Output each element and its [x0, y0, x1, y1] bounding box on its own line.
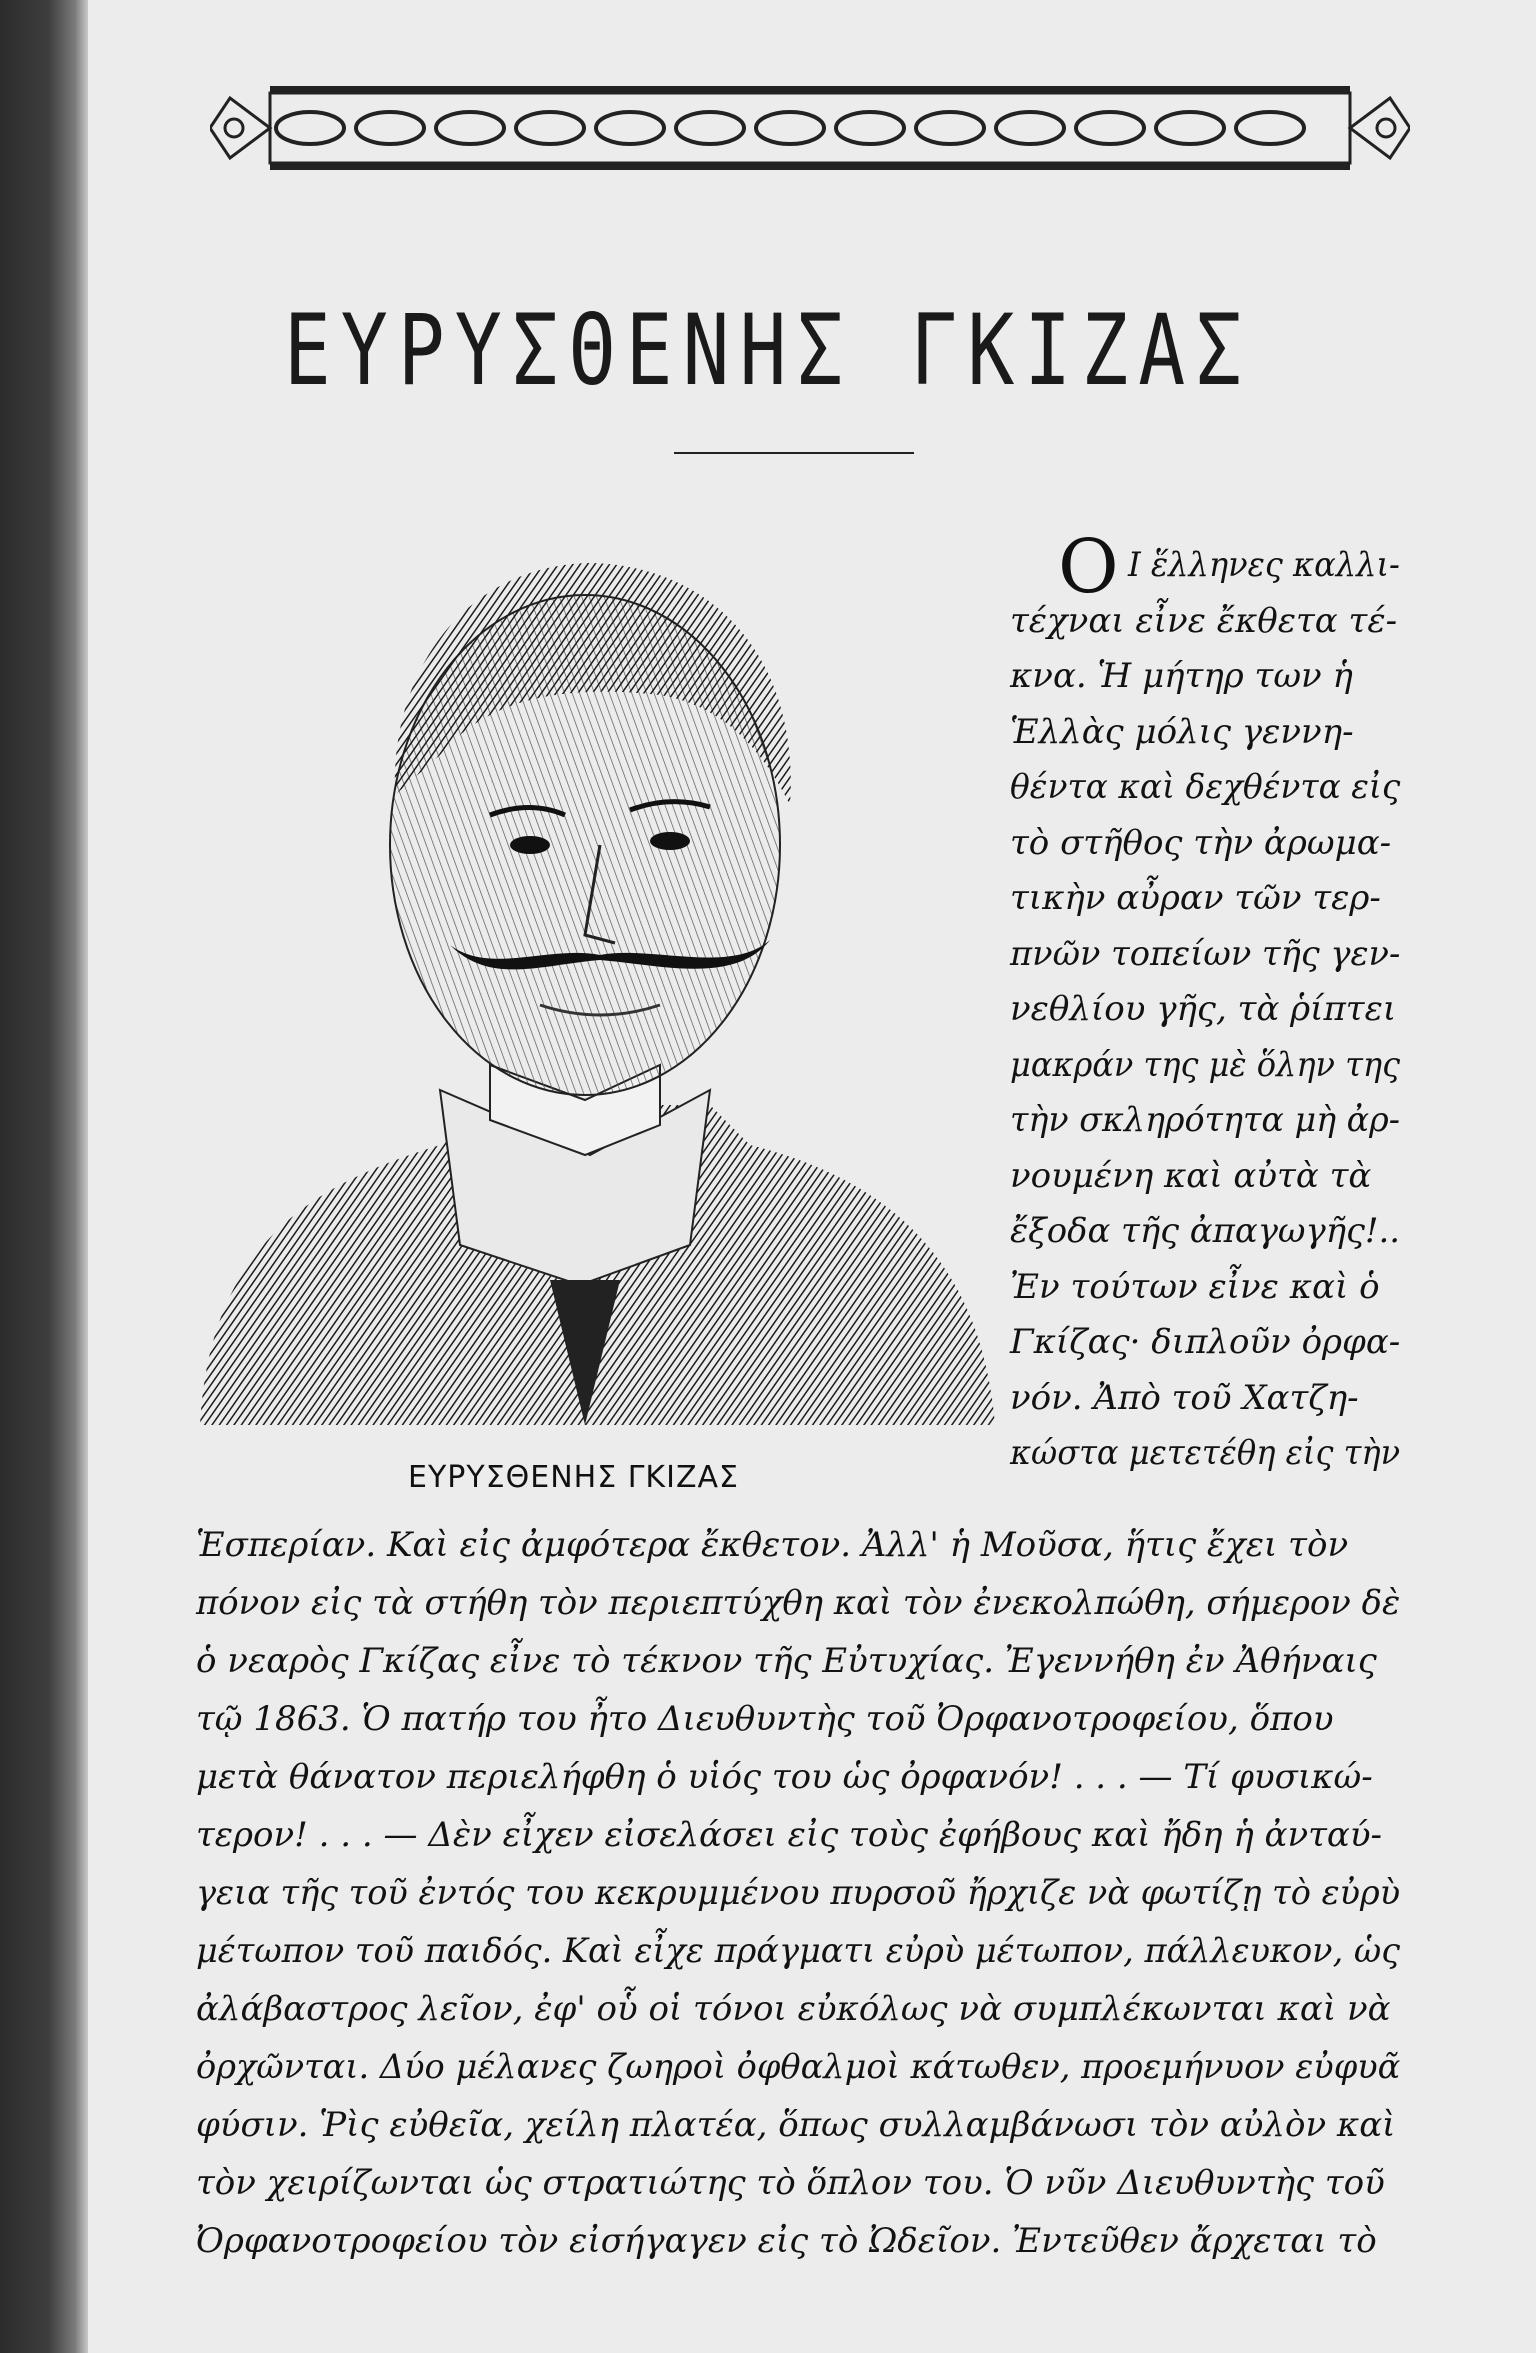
column-text-line: πνῶν τοπείων τῆς γεν- — [1010, 933, 1401, 974]
column-text-line: νόν. Ἀπὸ τοῦ Χατζη- — [1010, 1377, 1359, 1418]
page-title: ΕΥΡΥΣΘΕΝΗΣ ΓΚΙΖΑΣ — [283, 295, 1253, 408]
ornament-link — [1076, 112, 1144, 144]
ornament-link — [836, 112, 904, 144]
column-text-line: νεθλίου γῆς, τὰ ῥίπτει — [1010, 989, 1397, 1029]
body-text-line: ἀλάβαστρος λεῖον, ἐφ' οὗ οἱ τόνοι εὐκόλως νὰ συμπλέκωνται καὶ νὰ — [196, 1989, 1391, 2029]
ornament-link — [676, 112, 744, 144]
body-text-line: γεια τῆς τοῦ ἐντός του κεκρυμμένου πυρσοῦ ἤρχιζε νὰ φωτίζῃ τὸ εὐρὺ — [196, 1873, 1401, 1913]
body-text-line: τῷ 1863. Ὁ πατήρ του ἦτο Διευθυντὴς τοῦ Ὀρφανοτροφείου, ὅπου — [196, 1699, 1334, 1739]
ornament-link — [996, 112, 1064, 144]
column-text-line: νουμένη καὶ αὐτὰ τὰ — [1010, 1155, 1372, 1196]
portrait-caption: ΕΥΡΥΣΘΕΝΗΣ ΓΚΙΖΑΣ — [408, 1460, 739, 1495]
ornament-link — [356, 112, 424, 144]
body-text-line: φύσιν. Ῥὶς εὐθεῖα, χείλη πλατέα, ὅπως συλλαμβάνωσι τὸν αὐλὸν καὶ — [196, 2105, 1396, 2145]
body-text-line: μετὰ θάνατον περιελήφθη ὁ υἱός του ὡς ὀρφανόν! . . . — Τί φυσικώ- — [196, 1757, 1373, 1797]
ornament-link — [1156, 112, 1224, 144]
column-text-line: θέντα καὶ δεχθέντα εἰς — [1010, 767, 1401, 807]
body-text-line: τερον! . . . — Δὲν εἶχεν εἰσελάσει εἰς τοὺς ἐφήβους καὶ ἤδη ἡ ἀνταύ- — [196, 1815, 1383, 1855]
title-underline — [674, 452, 914, 454]
portrait-engraving — [190, 545, 1005, 1430]
column-text-line: τὴν σκληρότητα μὴ ἀρ- — [1010, 1100, 1401, 1140]
column-text-line: Ἐν τούτων εἶνε καὶ ὁ — [1010, 1266, 1380, 1307]
column-text-line: κώστα μετετέθη εἰς τὴν — [1010, 1433, 1401, 1473]
body-text-line: πόνον εἰς τὰ στήθη τὸν περιεπτύχθη καὶ τὸν ἐνεκολπώθη, σήμερον δὲ — [196, 1583, 1401, 1623]
column-text-line: μακράν της μὲ ὅλην της — [1010, 1044, 1401, 1085]
column-text-line: τικὴν αὖραν τῶν τερ- — [1010, 878, 1381, 918]
ornament-link — [916, 112, 984, 144]
ornament-link — [436, 112, 504, 144]
body-text-line: ὀρχῶνται. Δύο μέλανες ζωηροὶ ὀφθαλμοὶ κάτωθεν, προεμήνυον εὐφυᾶ — [196, 2047, 1401, 2087]
ornament-link — [1236, 112, 1304, 144]
body-text-line: Ὀρφανοτροφείου τὸν εἰσήγαγεν εἰς τὸ Ὠδεῖον. Ἐντεῦθεν ἄρχεται τὸ — [196, 2221, 1377, 2261]
ornament-link — [276, 112, 344, 144]
body-text-line: μέτωπον τοῦ παιδός. Καὶ εἶχε πράγματι εὐρὺ μέτωπον, πάλλευκον, ὡς — [196, 1931, 1400, 1971]
ornament-link — [516, 112, 584, 144]
drop-cap: Ο — [1058, 524, 1119, 610]
body-text-line: Ἑσπερίαν. Καὶ εἰς ἀμφότερα ἔκθετον. Ἀλλ' ἡ Μοῦσα, ἥτις ἔχει τὸν — [196, 1525, 1349, 1565]
body-text-line: τὸν χειρίζωνται ὡς στρατιώτης τὸ ὅπλον του. Ὁ νῦν Διευθυντὴς τοῦ — [196, 2163, 1385, 2203]
column-text-line: Ἑλλὰς μόλις γεννη- — [1010, 711, 1354, 752]
column-text-line: Ι ἕλληνες καλλι- — [1128, 545, 1400, 585]
column-text-line: τέχναι εἶνε ἔκθετα τέ- — [1010, 600, 1398, 641]
decorative-header-band — [210, 58, 1410, 198]
ornament-link — [596, 112, 664, 144]
column-text-line: τὸ στῆθος τὴν ἀρωμα- — [1010, 822, 1392, 863]
column-text-line: Γκίζας· διπλοῦν ὀρφα- — [1010, 1322, 1401, 1362]
column-text-line: ἔξοδα τῆς ἀπαγωγῆς!.. — [1010, 1211, 1401, 1251]
column-text-line: κνα. Ἡ μήτηρ των ἡ — [1010, 656, 1353, 696]
body-text-line: ὁ νεαρὸς Γκίζας εἶνε τὸ τέκνον τῆς Εὐτυχίας. Ἐγεννήθη ἐν Ἀθήναις — [196, 1641, 1377, 1681]
ornament-link — [756, 112, 824, 144]
